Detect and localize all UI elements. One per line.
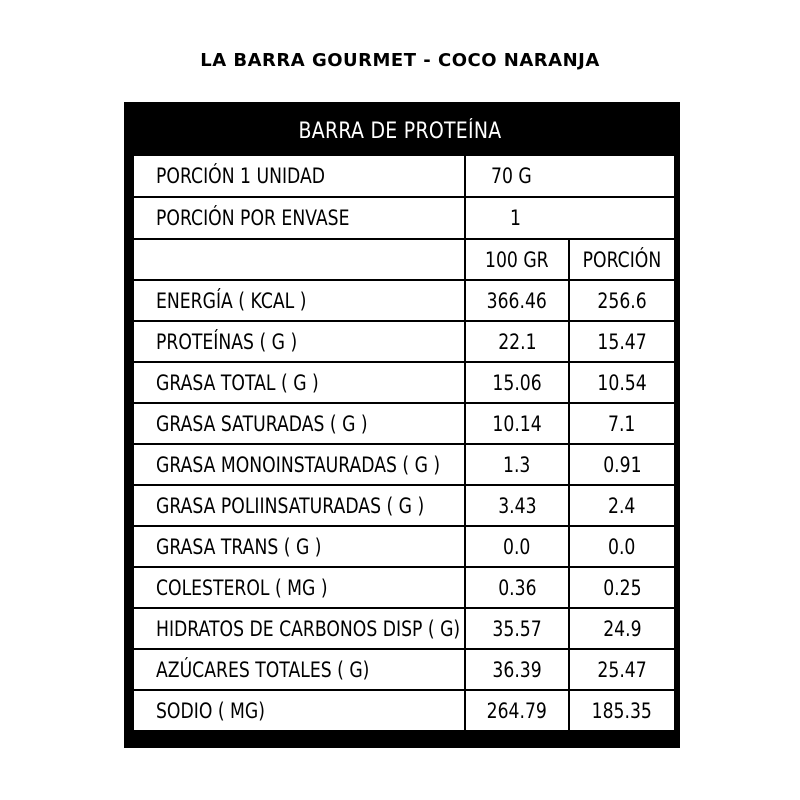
nutrient-value-100gr xyxy=(465,321,569,362)
nutrient-label xyxy=(133,485,465,526)
nutrient-value-portion xyxy=(569,280,675,321)
nutrient-value-100gr-text: 1.3 xyxy=(503,452,531,477)
nutrient-value-100gr-text: 10.14 xyxy=(492,411,542,436)
nutrient-value-100gr-text: 366.46 xyxy=(486,288,548,313)
nutrient-value-portion-text: 7.1 xyxy=(608,411,636,436)
nutrient-row xyxy=(133,526,675,567)
column-header-empty xyxy=(133,239,465,280)
nutrient-label-text: ENERGÍA ( KCAL ) xyxy=(156,288,307,313)
nutrient-value-portion-text: 0.91 xyxy=(602,452,642,477)
nutrient-value-100gr xyxy=(465,403,569,444)
nutrient-value-100gr xyxy=(465,649,569,690)
column-header-row xyxy=(133,239,675,280)
nutrient-value-100gr-text: 35.57 xyxy=(492,616,542,641)
nutrient-label-text: SODIO ( MG) xyxy=(156,698,265,723)
nutrient-value-100gr-text: 264.79 xyxy=(486,698,548,723)
nutrient-value-portion-text: 0.0 xyxy=(608,534,636,559)
nutrition-panel xyxy=(124,102,680,748)
nutrient-value-portion-text: 15.47 xyxy=(597,329,647,354)
nutrient-label xyxy=(133,280,465,321)
nutrient-label-text: GRASA TRANS ( G ) xyxy=(156,534,322,559)
per-package-label-text: PORCIÓN POR ENVASE xyxy=(156,206,350,230)
nutrient-row xyxy=(133,649,675,690)
nutrient-value-portion xyxy=(569,403,675,444)
nutrient-label-text: GRASA POLIINSATURADAS ( G ) xyxy=(156,493,425,518)
nutrient-value-portion-text: 10.54 xyxy=(597,370,647,395)
nutrient-label xyxy=(133,403,465,444)
nutrient-row xyxy=(133,280,675,321)
per-package-row xyxy=(133,197,675,239)
nutrient-value-portion xyxy=(569,362,675,403)
nutrient-value-portion-text: 256.6 xyxy=(597,288,647,313)
nutrient-label xyxy=(133,690,465,731)
nutrient-value-100gr-text: 3.43 xyxy=(497,493,537,518)
nutrient-value-portion xyxy=(569,690,675,731)
per-package-label xyxy=(133,197,465,239)
nutrient-value-portion xyxy=(569,526,675,567)
per-package-value-text: 1 xyxy=(510,206,521,230)
column-header-portion xyxy=(569,239,675,280)
column-header-100gr xyxy=(465,239,569,280)
nutrient-label-text: GRASA SATURADAS ( G ) xyxy=(156,411,368,436)
nutrient-row xyxy=(133,321,675,362)
nutrient-value-portion xyxy=(569,567,675,608)
nutrient-value-portion-text: 25.47 xyxy=(597,657,647,682)
nutrient-label xyxy=(133,526,465,567)
nutrient-row xyxy=(133,403,675,444)
page-title: LA BARRA GOURMET - COCO NARANJA xyxy=(200,50,600,71)
portion-value-text: 70 G xyxy=(491,164,532,188)
nutrient-value-100gr xyxy=(465,362,569,403)
nutrient-label-text: PROTEÍNAS ( G ) xyxy=(156,329,298,354)
nutrient-label-text: GRASA MONOINSTAURADAS ( G ) xyxy=(156,452,441,477)
nutrient-value-100gr-text: 15.06 xyxy=(492,370,542,395)
nutrient-label-text: COLESTEROL ( MG ) xyxy=(156,575,328,600)
nutrient-value-portion xyxy=(569,444,675,485)
nutrient-value-100gr xyxy=(465,690,569,731)
nutrient-value-portion xyxy=(569,321,675,362)
nutrient-row xyxy=(133,608,675,649)
portion-label-text: PORCIÓN 1 UNIDAD xyxy=(156,164,326,188)
nutrition-table xyxy=(132,154,676,732)
nutrient-value-portion-text: 2.4 xyxy=(608,493,636,518)
nutrient-row xyxy=(133,485,675,526)
portion-value xyxy=(465,155,675,197)
nutrient-label-text: GRASA TOTAL ( G ) xyxy=(156,370,319,395)
column-header-portion-text: PORCIÓN xyxy=(582,247,662,272)
nutrient-value-100gr-text: 22.1 xyxy=(497,329,537,354)
nutrient-value-100gr-text: 36.39 xyxy=(492,657,542,682)
nutrient-label xyxy=(133,362,465,403)
nutrient-label xyxy=(133,321,465,362)
nutrient-value-100gr xyxy=(465,280,569,321)
portion-row xyxy=(133,155,675,197)
nutrient-value-portion xyxy=(569,608,675,649)
nutrient-label xyxy=(133,649,465,690)
nutrient-value-portion-text: 185.35 xyxy=(591,698,653,723)
nutrient-value-100gr-text: 0.36 xyxy=(497,575,537,600)
nutrient-value-portion xyxy=(569,649,675,690)
nutrient-label-text: HIDRATOS DE CARBONOS DISP ( G) xyxy=(156,616,461,641)
nutrient-value-portion xyxy=(569,485,675,526)
nutrient-label xyxy=(133,567,465,608)
nutrient-row xyxy=(133,690,675,731)
table-header: BARRA DE PROTEÍNA xyxy=(298,119,502,144)
nutrient-value-100gr-text: 0.0 xyxy=(503,534,531,559)
nutrient-value-portion-text: 24.9 xyxy=(602,616,642,641)
nutrient-row xyxy=(133,362,675,403)
per-package-value xyxy=(465,197,675,239)
nutrient-value-portion-text: 0.25 xyxy=(602,575,642,600)
nutrient-label xyxy=(133,444,465,485)
nutrient-value-100gr xyxy=(465,526,569,567)
nutrient-value-100gr xyxy=(465,567,569,608)
nutrient-row xyxy=(133,567,675,608)
column-header-100gr-text: 100 GR xyxy=(485,247,549,272)
nutrient-label xyxy=(133,608,465,649)
portion-label xyxy=(133,155,465,197)
nutrient-label-text: AZÚCARES TOTALES ( G) xyxy=(156,657,370,682)
nutrient-row xyxy=(133,444,675,485)
